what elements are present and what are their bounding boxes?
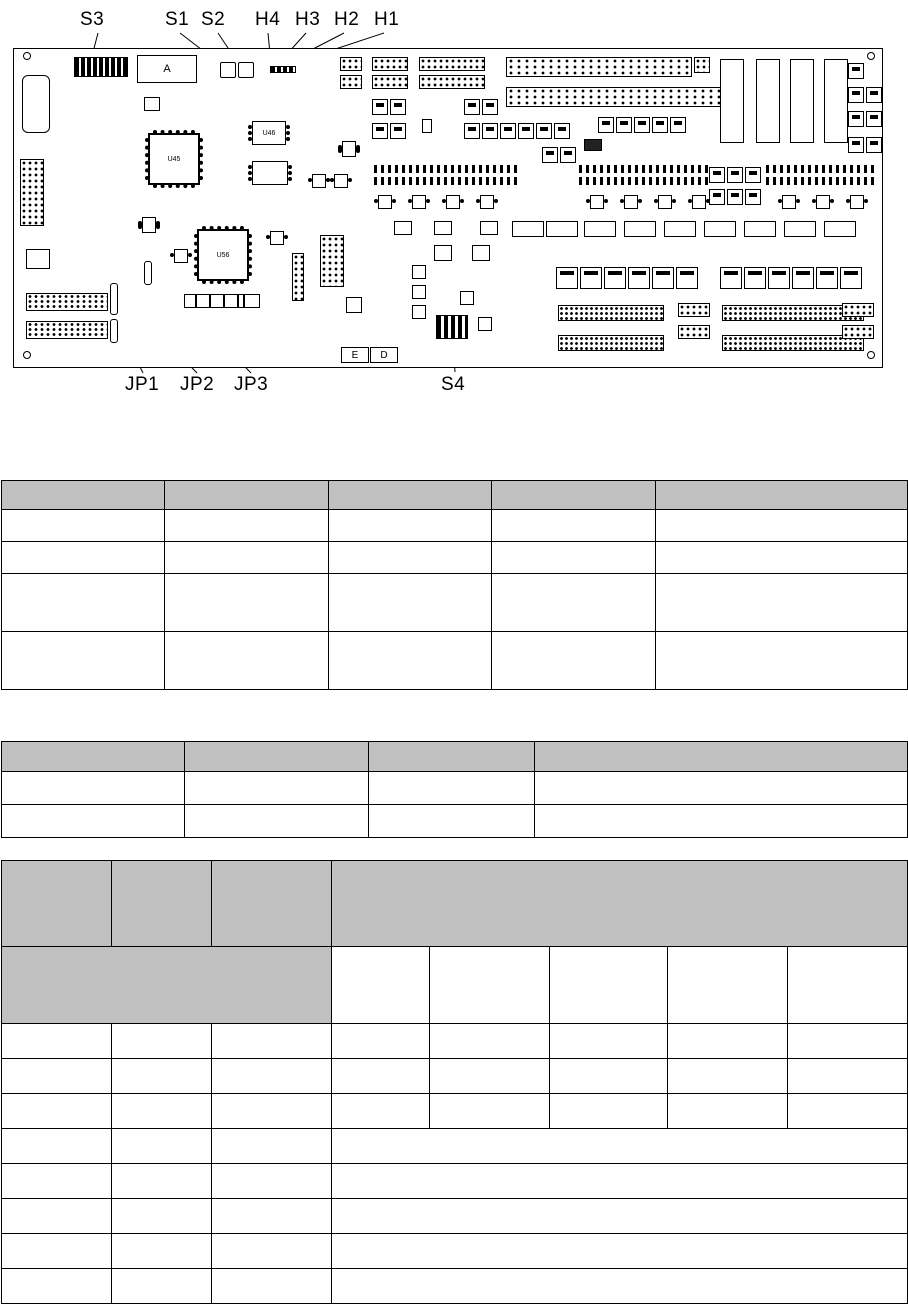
- header-cell: [329, 481, 492, 510]
- regulator: [482, 99, 498, 115]
- dip-switch-s4: [436, 315, 468, 339]
- resistor-array-row: [766, 177, 874, 185]
- regulator: [848, 137, 864, 153]
- table-cell: [550, 1024, 668, 1059]
- table-cell: [329, 632, 492, 690]
- table-cell: [332, 1164, 908, 1199]
- table-cell: [212, 1059, 332, 1094]
- opto-ic: [412, 285, 426, 299]
- regulator: [727, 189, 743, 205]
- regulator: [598, 117, 614, 133]
- regulator: [518, 123, 534, 139]
- pin-header: [678, 303, 710, 317]
- regulator: [464, 99, 480, 115]
- relay: [840, 267, 862, 289]
- table-cell: [112, 1129, 212, 1164]
- table-cell: [535, 805, 908, 838]
- table-cell: [492, 632, 656, 690]
- opto-ic: [480, 195, 494, 209]
- opto-ic: [480, 221, 498, 235]
- relay: [652, 267, 674, 289]
- subheader-cell: [788, 947, 908, 1024]
- pin-header-x30: [340, 57, 362, 71]
- opto-ic: [816, 195, 830, 209]
- subheader-cell: [2, 947, 332, 1024]
- table-cell: [112, 1199, 212, 1234]
- dip-switch-s3: [74, 57, 128, 77]
- resistor-array-row: [579, 165, 709, 173]
- header-cell: [535, 742, 908, 772]
- table-row: [2, 772, 908, 805]
- opto-ic: [412, 265, 426, 279]
- regulator: [848, 63, 864, 79]
- table-cell: [2, 1234, 112, 1269]
- table-cell: [656, 574, 908, 632]
- table-cell: [2, 574, 165, 632]
- table-cell: [332, 1129, 908, 1164]
- regulator: [866, 137, 882, 153]
- regulator: [536, 123, 552, 139]
- ic-u56: U56: [197, 229, 249, 281]
- table-row: [2, 542, 908, 574]
- db9-connector: [22, 75, 50, 133]
- table-subheader-row: [2, 947, 908, 1024]
- table-cell: [2, 1059, 112, 1094]
- header-cell: [332, 861, 908, 947]
- table-cell: [332, 1059, 430, 1094]
- ic-small: [174, 249, 188, 263]
- ic-small: [142, 217, 156, 233]
- table-cell: [212, 1199, 332, 1234]
- table-header-row: [2, 481, 908, 510]
- table-cell: [185, 772, 369, 805]
- resistor-array-row: [766, 165, 874, 173]
- jumper-jp3: [144, 261, 152, 285]
- relay: [628, 267, 650, 289]
- regulator: [554, 123, 570, 139]
- table-cell: [332, 1094, 430, 1129]
- opto-ic: [512, 221, 544, 237]
- ic-u46: U46: [252, 121, 286, 145]
- ic-small: [312, 174, 326, 188]
- table-cell: [332, 1234, 908, 1269]
- callout-jp2: JP2: [180, 374, 215, 395]
- table-cell: [165, 542, 329, 574]
- opto-ic: [394, 221, 412, 235]
- table-cell: [2, 1269, 112, 1304]
- opto-ic: [782, 195, 796, 209]
- connector-x43: [824, 59, 848, 143]
- resistor-array-row: [374, 165, 520, 173]
- callout-s4: S4: [441, 374, 466, 395]
- table-cell: [212, 1269, 332, 1304]
- mounting-hole: [867, 52, 875, 60]
- table-header-row: [2, 742, 908, 772]
- led-row-h: [270, 66, 296, 73]
- jumper-jp2: [110, 319, 118, 343]
- opto-ic: [434, 245, 452, 261]
- header-cell: [112, 861, 212, 947]
- callout-s3: S3: [80, 9, 105, 30]
- pcb-layout-figure: [0, 0, 908, 405]
- regulator: [482, 123, 498, 139]
- relay: [720, 267, 742, 289]
- mounting-hole: [867, 351, 875, 359]
- table-cell: [165, 632, 329, 690]
- connector-x22: [26, 321, 108, 339]
- push-button-s1: [220, 62, 236, 78]
- table-cell: [329, 574, 492, 632]
- block-a: A: [137, 55, 197, 83]
- table-cell: [2, 805, 185, 838]
- callout-h4: H4: [255, 9, 281, 30]
- pin-header-x24: [20, 159, 44, 226]
- pin-header: [842, 303, 874, 317]
- ic-small: [184, 294, 244, 308]
- opto-ic: [584, 221, 616, 237]
- pin-header: [292, 253, 304, 301]
- table-cell: [2, 1129, 112, 1164]
- header-cell: [165, 481, 329, 510]
- table-cell: [430, 1059, 550, 1094]
- table-cell: [668, 1059, 788, 1094]
- table-row: [2, 1094, 908, 1129]
- pin-header: [678, 325, 710, 339]
- table-cell: [788, 1024, 908, 1059]
- crystal: [422, 119, 432, 133]
- table-header-row: [2, 861, 908, 947]
- regulator: [500, 123, 516, 139]
- regulator: [616, 117, 632, 133]
- callout-jp1: JP1: [125, 374, 160, 395]
- table-cell: [550, 1059, 668, 1094]
- table-cell: [165, 574, 329, 632]
- ic-small: [334, 174, 348, 188]
- relay: [744, 267, 766, 289]
- table-cell: [656, 632, 908, 690]
- table-cell: [2, 542, 165, 574]
- regulator: [390, 123, 406, 139]
- table-row: [2, 1059, 908, 1094]
- electrolytic-capacitor: [584, 139, 602, 151]
- relay: [580, 267, 602, 289]
- table-cell: [112, 1164, 212, 1199]
- table-row: [2, 574, 908, 632]
- table-cell: [369, 805, 535, 838]
- header-cell: [369, 742, 535, 772]
- pin-header: [372, 57, 408, 71]
- callout-h1: H1: [374, 9, 400, 30]
- table-cell: [329, 510, 492, 542]
- table-row: [2, 1024, 908, 1059]
- connector-x23: [26, 293, 108, 311]
- regulator: [709, 189, 725, 205]
- callout-s1: S1: [165, 9, 190, 30]
- callout-h2: H2: [334, 9, 360, 30]
- table-cell: [668, 1024, 788, 1059]
- table-2: [1, 741, 908, 838]
- pin-header: [694, 57, 710, 73]
- ic-small: [342, 141, 356, 157]
- callout-jp3: JP3: [234, 374, 269, 395]
- opto-ic: [624, 195, 638, 209]
- opto-ic: [692, 195, 706, 209]
- table-cell: [430, 1024, 550, 1059]
- opto-ic: [546, 221, 578, 237]
- table-cell: [112, 1024, 212, 1059]
- subheader-cell: [550, 947, 668, 1024]
- pin-header: [372, 75, 408, 89]
- pin-header-x31: [340, 75, 362, 89]
- opto-ic: [664, 221, 696, 237]
- callout-h3: H3: [295, 9, 321, 30]
- table-row: [2, 805, 908, 838]
- pin-header-x27: [320, 235, 344, 287]
- table-row: [2, 1164, 908, 1199]
- header-cell: [2, 481, 165, 510]
- table-cell: [550, 1094, 668, 1129]
- regulator: [464, 123, 480, 139]
- table-cell: [112, 1234, 212, 1269]
- connector-x2: [558, 335, 664, 351]
- crystal: [26, 249, 50, 269]
- regulator: [560, 147, 576, 163]
- table-cell: [2, 1094, 112, 1129]
- opto-ic: [378, 195, 392, 209]
- table-cell: [2, 1024, 112, 1059]
- relay: [816, 267, 838, 289]
- push-button-s2: [238, 62, 254, 78]
- opto-ic: [590, 195, 604, 209]
- table-cell: [112, 1269, 212, 1304]
- table-row: [2, 1269, 908, 1304]
- block-e: E: [341, 347, 369, 363]
- table-row: [2, 1234, 908, 1269]
- regulator: [848, 87, 864, 103]
- opto-ic: [434, 221, 452, 235]
- table-cell: [332, 1199, 908, 1234]
- subheader-cell: [430, 947, 550, 1024]
- opto-ic: [658, 195, 672, 209]
- pin-header: [419, 75, 485, 89]
- table-cell: [656, 542, 908, 574]
- regulator: [670, 117, 686, 133]
- connector-x1: [558, 305, 664, 321]
- table-cell: [430, 1094, 550, 1129]
- relay: [676, 267, 698, 289]
- opto-ic: [460, 291, 474, 305]
- relay: [604, 267, 626, 289]
- table-cell: [212, 1094, 332, 1129]
- callout-s2: S2: [201, 9, 226, 30]
- regulator: [866, 111, 882, 127]
- mounting-hole: [23, 52, 31, 60]
- jumper-jp1: [110, 283, 118, 315]
- regulator: [727, 167, 743, 183]
- opto-ic: [446, 195, 460, 209]
- header-cell: [185, 742, 369, 772]
- opto-ic: [744, 221, 776, 237]
- table-cell: [492, 510, 656, 542]
- table-cell: [2, 632, 165, 690]
- regulator: [745, 189, 761, 205]
- table-cell: [535, 772, 908, 805]
- table-cell: [332, 1269, 908, 1304]
- opto-ic: [412, 305, 426, 319]
- table-row: [2, 632, 908, 690]
- table-cell: [112, 1094, 212, 1129]
- table-row: [2, 510, 908, 542]
- ic-small: [270, 231, 284, 245]
- header-cell: [212, 861, 332, 947]
- subheader-cell: [668, 947, 788, 1024]
- pin-header-row: [506, 87, 728, 107]
- table-cell: [212, 1129, 332, 1164]
- opto-ic: [850, 195, 864, 209]
- relay: [768, 267, 790, 289]
- opto-ic: [412, 195, 426, 209]
- table-cell: [329, 542, 492, 574]
- header-cell: [492, 481, 656, 510]
- table-cell: [112, 1059, 212, 1094]
- regulator: [709, 167, 725, 183]
- capacitor: [346, 297, 362, 313]
- pin-header: [419, 57, 485, 71]
- connector-x41: [756, 59, 780, 143]
- pin-header: [842, 325, 874, 339]
- regulator: [390, 99, 406, 115]
- regulator: [866, 87, 882, 103]
- table-3: [1, 860, 908, 1304]
- opto-ic: [824, 221, 856, 237]
- ic-small: [144, 97, 160, 111]
- header-cell: [656, 481, 908, 510]
- mounting-hole: [23, 351, 31, 359]
- header-cell: [2, 861, 112, 947]
- regulator: [745, 167, 761, 183]
- opto-ic: [478, 317, 492, 331]
- regulator: [634, 117, 650, 133]
- table-1: [1, 480, 908, 690]
- regulator: [372, 123, 388, 139]
- pcb-board: [13, 48, 883, 368]
- connector-x42: [790, 59, 814, 143]
- regulator: [652, 117, 668, 133]
- pin-header-row: [506, 57, 692, 77]
- opto-ic: [472, 245, 490, 261]
- block-d: D: [370, 347, 398, 363]
- table-cell: [656, 510, 908, 542]
- table-cell: [212, 1234, 332, 1269]
- table-row: [2, 1199, 908, 1234]
- ic-u45: U45: [148, 133, 200, 185]
- table-cell: [369, 772, 535, 805]
- table-cell: [788, 1094, 908, 1129]
- table-cell: [212, 1024, 332, 1059]
- regulator: [542, 147, 558, 163]
- table-cell: [165, 510, 329, 542]
- relay: [792, 267, 814, 289]
- relay: [556, 267, 578, 289]
- regulator: [848, 111, 864, 127]
- connector-x40: [720, 59, 744, 143]
- table-row: [2, 1129, 908, 1164]
- opto-ic: [624, 221, 656, 237]
- table-cell: [185, 805, 369, 838]
- ic-small: [244, 294, 260, 308]
- opto-ic: [784, 221, 816, 237]
- table-cell: [2, 510, 165, 542]
- table-cell: [2, 1199, 112, 1234]
- table-cell: [2, 772, 185, 805]
- table-cell: [212, 1164, 332, 1199]
- ic-memory: [252, 161, 288, 185]
- table-cell: [668, 1094, 788, 1129]
- table-cell: [788, 1059, 908, 1094]
- resistor-array-row: [374, 177, 520, 185]
- subheader-cell: [332, 947, 430, 1024]
- table-cell: [332, 1024, 430, 1059]
- table-cell: [492, 574, 656, 632]
- regulator: [372, 99, 388, 115]
- table-cell: [2, 1164, 112, 1199]
- resistor-array-row: [579, 177, 709, 185]
- table-cell: [492, 542, 656, 574]
- header-cell: [2, 742, 185, 772]
- opto-ic: [704, 221, 736, 237]
